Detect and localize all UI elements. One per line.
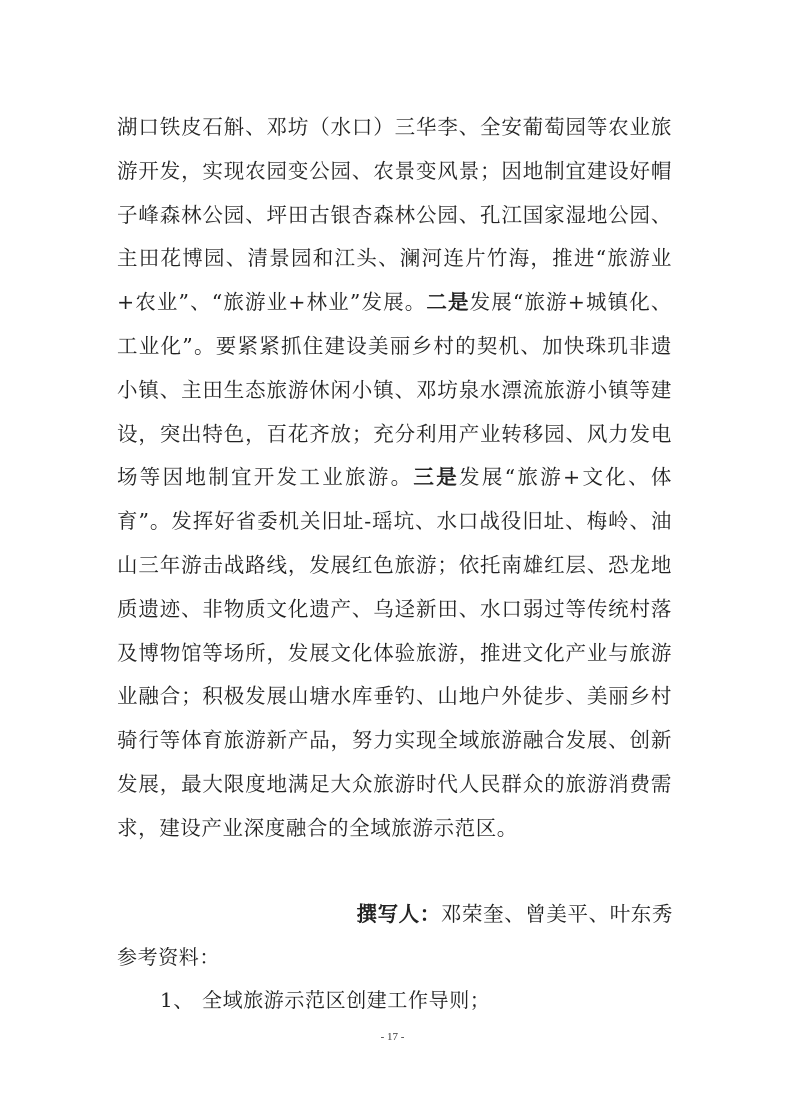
body-paragraph [117,106,672,851]
reference-number: 1、 [160,988,194,1012]
paragraph-text-3: 发展“旅游+文化、体育”。发挥好省委机关旧址-瑶坑、水口战役旧址、梅岭、油山三年游击战路线，发展红色旅游；依托南雄红层、恐龙地质遗迹、非物质文化遗产、乌迳新田、水口弱过等传统村落及博物馆等场所，发展文化体验旅游，推进文化产业与旅游业融合；积极发展山塘水库垂钓、山地户外徒步、美丽乡村骑行等体育旅游新产品，努力实现全域旅游融合发展、创新发展，最大限度地满足大众旅游时代人民群众的旅游消费需求，建设产业深度融合的全域旅游示范区。 [117,465,672,840]
references-label: 参考资料： [117,945,220,969]
author-label: 撰写人： [356,902,441,926]
emphasis-third: 三是 [413,465,460,490]
paragraph-text-2: 发展“旅游+城镇化、工业化”。要紧紧抓住建设美丽乡村的契机、加快珠玑非遗小镇、主田生态旅游休闲小镇、邓坊泉水漂流旅游小镇等建设，突出特色，百花齐放；充分利用产业转移园、风力发电场等因地制宜开发工业旅游。 [117,290,672,490]
reference-text: 全域旅游示范区创建工作导则； [202,988,491,1012]
paragraph-text-1: 湖口铁皮石斛、邓坊（水口）三华李、全安葡萄园等农业旅游开发，实现农园变公园、农景变风景；因地制宜建设好帽子峰森林公园、坪田古银杏森林公园、孔江国家湿地公园、主田花博园、清景园和江头、澜河连片竹海，推进“旅游业+农业”、“旅游业+林业”发展。 [117,115,672,315]
page-number: - 17 - [380,1031,405,1043]
reference-item [160,980,490,1020]
author-line [356,894,673,934]
emphasis-second: 二是 [426,290,470,315]
author-names: 邓荣奎、曾美平、叶东秀 [440,902,673,926]
